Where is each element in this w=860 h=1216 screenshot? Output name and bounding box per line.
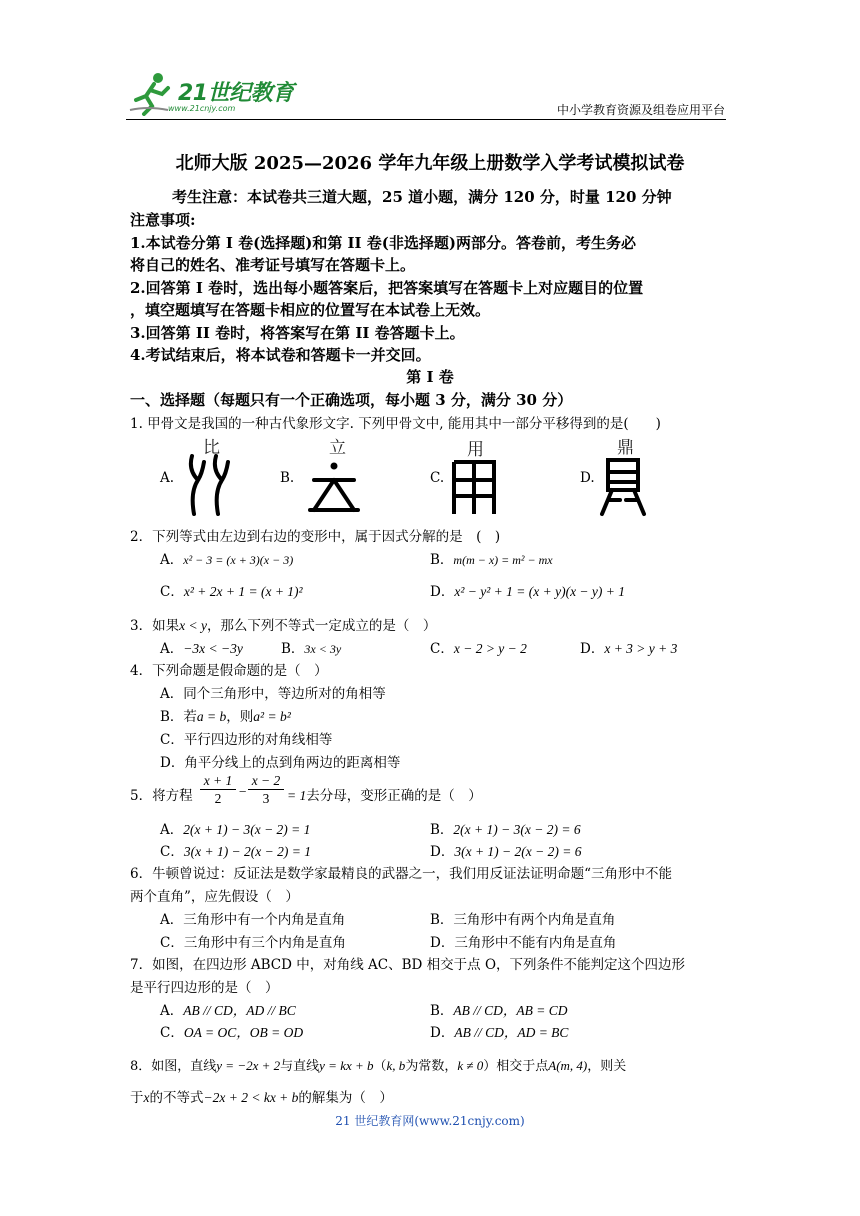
- q5-frac1-den: 2: [214, 791, 222, 806]
- q3-label-b: B．: [281, 641, 305, 657]
- q6-option-b: B．三角形中有两个内角是直角: [430, 912, 616, 928]
- q3-label-d: D．: [580, 641, 605, 657]
- q5-stem-post: 去分母，变形正确的是（ ）: [306, 788, 482, 804]
- notice-line1: 考生注意：本试卷共三道大题，25 道小题，满分 120 分，时量 120 分钟: [172, 188, 672, 206]
- q8-stem1-post: ，则关: [587, 1059, 627, 1074]
- q3-label-c: C．: [430, 641, 454, 657]
- q7-stem1: 7．如图，在四边形 ABCD 中，对角线 AC、BD 相交于点 O，下列条件不能判定这个四边形: [130, 957, 686, 973]
- q8-stem1-mid2: （: [373, 1059, 387, 1074]
- q4-option-d: D．角平分线上的点到角两边的距离相等: [160, 755, 401, 771]
- q2-expr-b: m(m − x) = m² − mx: [453, 553, 553, 567]
- q8-stem1-mid4: ）相交于点: [483, 1059, 549, 1074]
- oracle-ding-glyph-icon: [598, 456, 648, 518]
- q1-char-d: 鼎: [617, 438, 634, 458]
- notice-item3: 3.回答第 II 卷时，将答案写在第 II 卷答题卡上。: [130, 324, 465, 342]
- q8-stem2-mid: 的不等式: [149, 1090, 204, 1106]
- q4-option-a: A．同个三角形中，等边所对的角相等: [160, 686, 386, 702]
- q6-stem1: 6．牛顿曾说过：反证法是数学家最精良的武器之一，我们用反证法证明命题“三角形中不能: [130, 866, 672, 882]
- q2-stem: 2．下列等式由左边到右边的变形中，属于因式分解的是 ( ): [130, 529, 501, 545]
- volume-title: 第 I 卷: [406, 368, 454, 386]
- q5-frac2: [248, 772, 284, 808]
- q8-k-nonzero: k ≠ 0: [457, 1058, 484, 1073]
- notice-item2a: 2.回答第 I 卷时，选出每小题答案后，把答案填写在答题卡上对应题目的位置: [130, 279, 644, 297]
- q1-char-b: 立: [329, 438, 346, 458]
- q4-label-b: B．若: [160, 709, 197, 725]
- q8-var-x: x: [143, 1090, 150, 1105]
- q5-expr-a: 2(x + 1) − 3(x − 2) = 1: [183, 822, 311, 837]
- q2-label-d: D．: [430, 584, 455, 600]
- q4-expr-b1: a = b: [196, 709, 227, 724]
- q2-label-c: C．: [160, 584, 184, 600]
- notice-item4: 4.考试结束后，将本试卷和答题卡一并交回。: [130, 346, 431, 364]
- q7-expr-b: AB // CD，AB = CD: [453, 1003, 568, 1018]
- q6-option-a: A．三角形中有一个内角是直角: [160, 912, 346, 928]
- page-title: 北师大版 2025—2026 学年九年级上册数学入学考试模拟试卷: [175, 153, 685, 174]
- header-divider: [126, 119, 726, 120]
- platform-text: 中小学教育资源及组卷应用平台: [556, 103, 725, 117]
- q7-stem2: 是平行四边形的是（ ）: [130, 980, 279, 996]
- q7-expr-a: AB // CD，AD // BC: [183, 1003, 296, 1018]
- q5-stem-pre: 5．将方程: [130, 788, 193, 804]
- q4-option-c: C．平行四边形的对角线相等: [160, 732, 333, 748]
- q5-label-a: A．: [160, 822, 184, 838]
- q1-label-a: A.: [160, 470, 175, 486]
- q8-stem2-post: 的解集为（ ）: [298, 1090, 393, 1106]
- q1-char-a: 比: [203, 438, 220, 458]
- q6-stem2: 两个直角”，应先假设（ ）: [130, 889, 299, 905]
- q5-label-b: B．: [430, 822, 454, 838]
- q8-stem1-mid3: 为常数，: [405, 1059, 458, 1074]
- q7-label-d: D．: [430, 1025, 455, 1041]
- q2-label-a: A．: [160, 552, 184, 568]
- q5-expr-b: 2(x + 1) − 3(x − 2) = 6: [453, 822, 581, 837]
- q5-minus: −: [238, 784, 248, 799]
- q2-expr-c: x² + 2x + 1 = (x + 1)²: [183, 584, 303, 599]
- q8-line2: y = kx + b: [319, 1058, 374, 1073]
- q3-expr-d: x + 3 > y + 3: [604, 641, 678, 656]
- q8-line1: y = −2x + 2: [216, 1058, 281, 1073]
- q2-expr-a: x² − 3 = (x + 3)(x − 3): [183, 553, 294, 567]
- notice-item1a: 1.本试卷分第 I 卷(选择题)和第 II 卷(非选择题)两部分。答卷前，考生务必: [130, 234, 636, 252]
- q1-label-b: B.: [280, 470, 295, 486]
- footer-link[interactable]: 21 世纪教育网(www.21cnjy.com): [335, 1114, 525, 1128]
- notice-item1b: 将自己的姓名、准考证号填写在答题卡上。: [130, 256, 416, 274]
- notice-item2b: ，填空题填写在答题卡相应的位置写在本试卷上无效。: [130, 301, 491, 319]
- q5-expr-c: 3(x + 1) − 2(x − 2) = 1: [183, 844, 311, 859]
- logo-url: www.21cnjy.com: [168, 104, 236, 113]
- q3-label-a: A．: [160, 641, 184, 657]
- oracle-bi-glyph-icon: [186, 454, 234, 516]
- q3-stem-expr: x < y: [179, 618, 207, 633]
- q1-char-c: 用: [467, 440, 484, 460]
- q1-label-c: C.: [430, 470, 445, 486]
- q5-frac1-num: x + 1: [200, 772, 236, 790]
- q5-frac1: [200, 772, 236, 808]
- section-heading: 一、选择题（每题只有一个正确选项，每小题 3 分，满分 30 分）: [130, 391, 573, 409]
- q8-stem2-pre: 于: [130, 1090, 144, 1106]
- q7-label-c: C．: [160, 1025, 184, 1041]
- q8-kb: k, b: [386, 1058, 406, 1073]
- q5-frac2-den: 3: [262, 791, 270, 806]
- q7-expr-c: OA = OC，OB = OD: [183, 1025, 304, 1040]
- q2-label-b: B．: [430, 552, 454, 568]
- q1-label-d: D.: [580, 470, 595, 486]
- notice-heading: 注意事项:: [130, 211, 196, 229]
- logo-text: 21世纪教育: [178, 81, 294, 106]
- q4-b-mid: ，则: [226, 709, 254, 725]
- q8-stem1-mid: 与直线: [280, 1059, 320, 1074]
- q5-eq: = 1: [287, 788, 307, 803]
- q7-label-a: A．: [160, 1003, 184, 1019]
- q1-stem: 1. 甲骨文是我国的一种古代象形文字. 下列甲骨文中, 能用其中一部分平移得到的是( ): [130, 416, 661, 432]
- q5-frac2-num: x − 2: [248, 772, 284, 790]
- q7-expr-d: AB // CD，AD = BC: [454, 1025, 569, 1040]
- q4-stem: 4．下列命题是假命题的是（ ）: [130, 663, 328, 679]
- q3-expr-a: −3x < −3y: [183, 641, 243, 656]
- q8-point-a: A(m, 4): [548, 1058, 588, 1073]
- q3-expr-c: x − 2 > y − 2: [453, 641, 527, 656]
- oracle-li-glyph-icon: [306, 458, 362, 514]
- q8-inequality: −2x + 2 < kx + b: [203, 1090, 299, 1105]
- q6-option-c: C．三角形中有三个内角是直角: [160, 935, 346, 951]
- q3-stem-pre: 3．如果: [130, 618, 180, 634]
- q5-label-c: C．: [160, 844, 184, 860]
- q2-expr-d: x² − y² + 1 = (x + y)(x − y) + 1: [454, 584, 626, 599]
- q4-expr-b2: a² = b²: [253, 709, 291, 724]
- q5-expr-d: 3(x + 1) − 2(x − 2) = 6: [454, 844, 582, 859]
- q3-expr-b: 3x < 3y: [304, 642, 342, 656]
- q7-label-b: B．: [430, 1003, 454, 1019]
- q8-stem1-pre: 8．如图，直线: [130, 1059, 217, 1074]
- q5-label-d: D．: [430, 844, 455, 860]
- oracle-yong-glyph-icon: [448, 458, 500, 516]
- q6-option-d: D．三角形中不能有内角是直角: [430, 935, 617, 951]
- q3-stem-post: ，那么下列不等式一定成立的是（ ）: [206, 618, 437, 634]
